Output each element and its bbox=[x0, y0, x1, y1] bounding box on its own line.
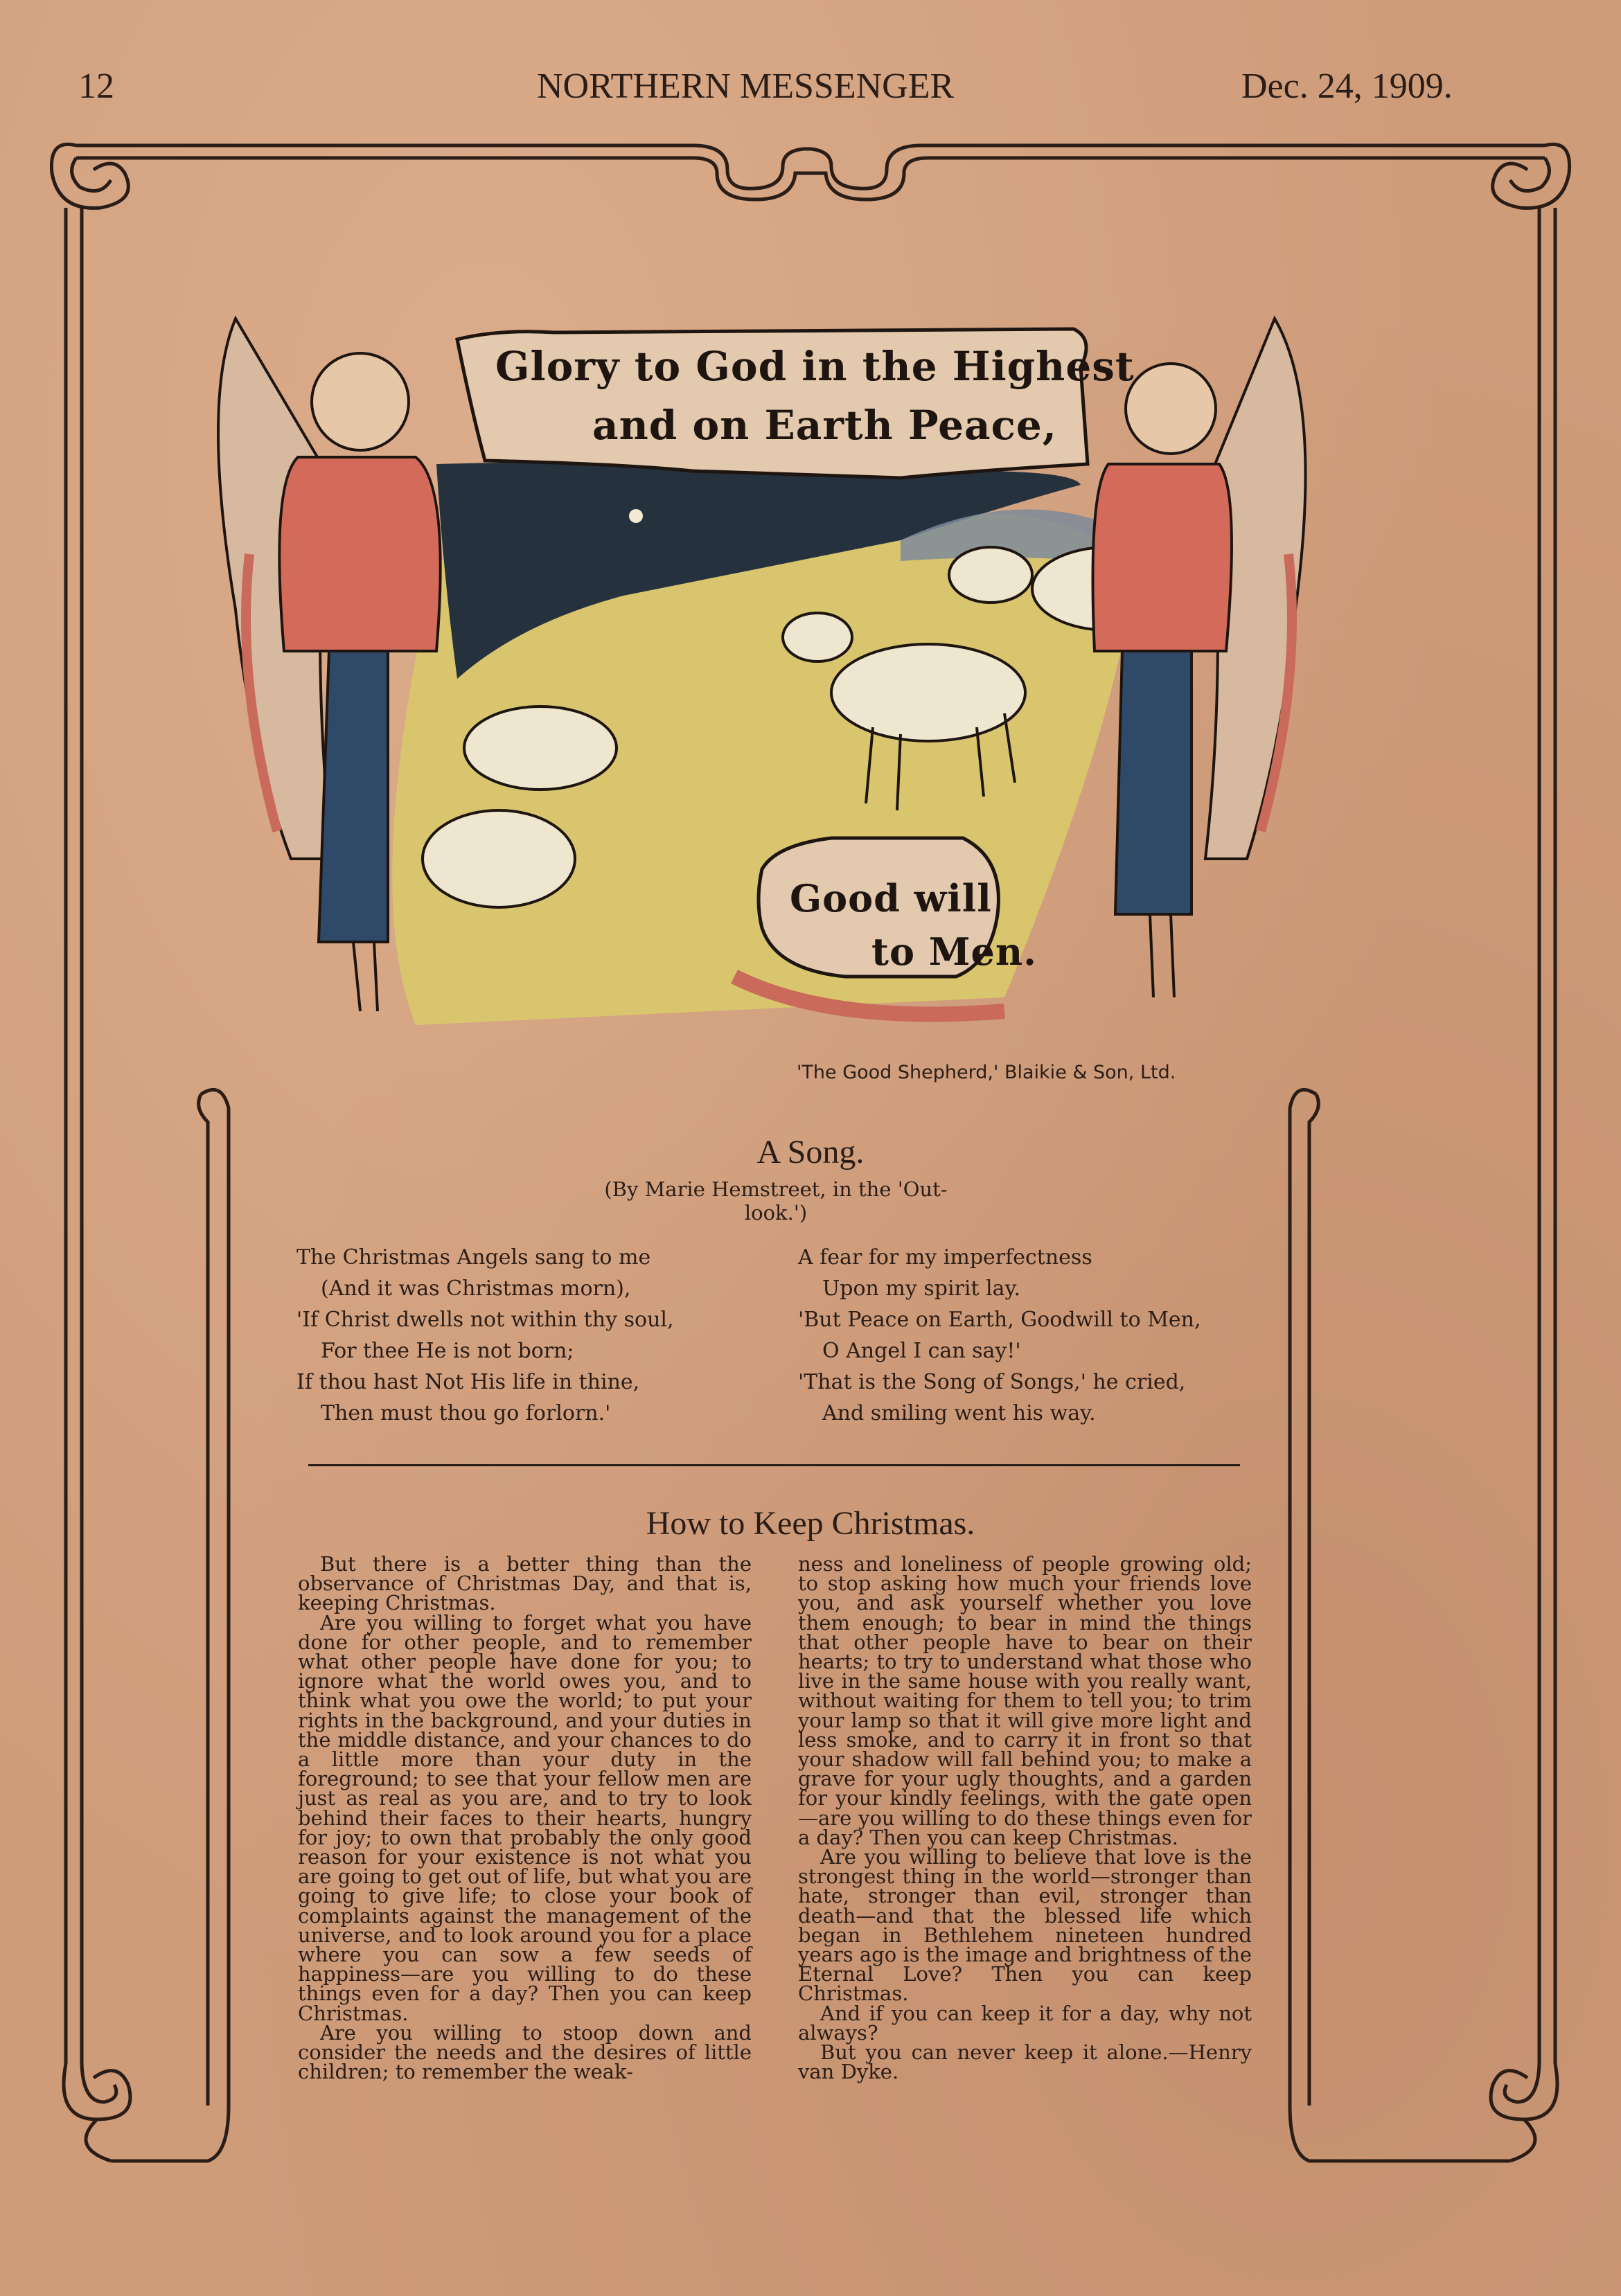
section-divider bbox=[308, 1464, 1240, 1466]
song-byline bbox=[540, 1177, 1011, 1225]
article-paragraph: But you can never keep it alone.—Henry van Dyke. bbox=[798, 2040, 1252, 2084]
poem-line: Upon my spirit lay. bbox=[822, 1276, 1021, 1301]
poem-line: The Christmas Angels sang to me bbox=[296, 1245, 651, 1270]
byline-line-2: look.') bbox=[744, 1201, 808, 1225]
poem-line: O Angel I can say!' bbox=[822, 1339, 1021, 1363]
song-title: A Song. bbox=[756, 1134, 865, 1171]
article-paragraph: But there is a better thing than the observance of Christmas Day, and that is, keeping Christmas. bbox=[298, 1552, 752, 1615]
poem-line: Then must thou go forlorn.' bbox=[321, 1401, 611, 1425]
article-right-column bbox=[798, 1552, 1252, 2084]
poem-line: And smiling went his way. bbox=[822, 1401, 1096, 1425]
banner-line-2: and on Earth Peace, bbox=[592, 402, 1057, 449]
scroll-line-2: to Men. bbox=[871, 929, 1037, 974]
star-icon bbox=[629, 509, 643, 523]
poem-line: 'But Peace on Earth, Goodwill to Men, bbox=[798, 1308, 1201, 1332]
page-number: 12 bbox=[78, 66, 114, 106]
issue-date: Dec. 24, 1909. bbox=[1241, 66, 1453, 106]
banner-line-1: Glory to God in the Highest bbox=[495, 343, 1135, 390]
poem-line: A fear for my imperfectness bbox=[798, 1245, 1092, 1270]
scroll-line-1: Good will bbox=[790, 876, 992, 920]
poem-line: 'That is the Song of Songs,' he cried, bbox=[798, 1370, 1186, 1394]
poem-line: For thee He is not born; bbox=[321, 1339, 574, 1363]
publication-title: NORTHERN MESSENGER bbox=[537, 66, 955, 106]
poem-left-column bbox=[296, 1242, 674, 1429]
illustration-caption: 'The Good Shepherd,' Blaikie & Son, Ltd. bbox=[797, 1062, 1176, 1083]
article-title: How to Keep Christmas. bbox=[646, 1505, 975, 1542]
article-paragraph: And if you can keep it for a day, why not always? bbox=[798, 2001, 1252, 2045]
article-left-column bbox=[298, 1552, 752, 2084]
poem-line: (And it was Christmas morn), bbox=[321, 1276, 631, 1301]
byline-line-1: (By Marie Hemstreet, in the 'Out- bbox=[604, 1177, 948, 1201]
right-angel bbox=[1093, 319, 1306, 997]
poem-line: 'If Christ dwells not within thy soul, bbox=[296, 1308, 674, 1332]
article-paragraph: Are you willing to believe that love is the strongest thing in the world—stronger than hate, stronger than evil, stronger than death—and that the blessed life which began in Bethlehem nineteen hundred years ago is the image and brightness of the Eternal Love? Then you can keep Christmas. bbox=[798, 1845, 1252, 2006]
poem-line: If thou hast Not His life in thine, bbox=[296, 1370, 640, 1394]
poem-right-column bbox=[798, 1242, 1201, 1429]
article-paragraph: Are you willing to stoop down and consider the needs and the desires of little children; to remember the weak- bbox=[298, 2020, 752, 2084]
article-paragraph: Are you willing to forget what you have done for other people, and to remember what other people have done for you; to ignore what the world owes you, and to think what you owe the world; to put your rights in the background, and your duties in the middle distance, and your chances to do a little more than your duty in the foreground; to see that your fellow men are just as real as you are, and to try to look behind their faces to their hearts, hungry for joy; to own that probably the only good reason for your existence is not what you are going to get out of life, but what you are going to give life; to close your book of complaints against the management of the universe, and to look around you for a place where you can sow a few seeds of happiness—are you willing to do these things even for a day? Then you can keep Christmas. bbox=[298, 1610, 752, 2025]
article-paragraph: ness and loneliness of people growing old; to stop asking how much your friends love you, and ask yourself whether you love them enough; to bear in mind the things that other people have to bear on their hearts; to try to understand what those who live in the same house with you really want, without waiting for them to tell you; to trim your lamp so that it will give more light and less smoke, and to carry it in front so that your shadow will fall behind you; to make a grave for your ugly thoughts, and a garden for your kindly feelings, with the gate open—are you willing to do these things even for a day? Then you can keep Christmas. bbox=[798, 1552, 1252, 1849]
